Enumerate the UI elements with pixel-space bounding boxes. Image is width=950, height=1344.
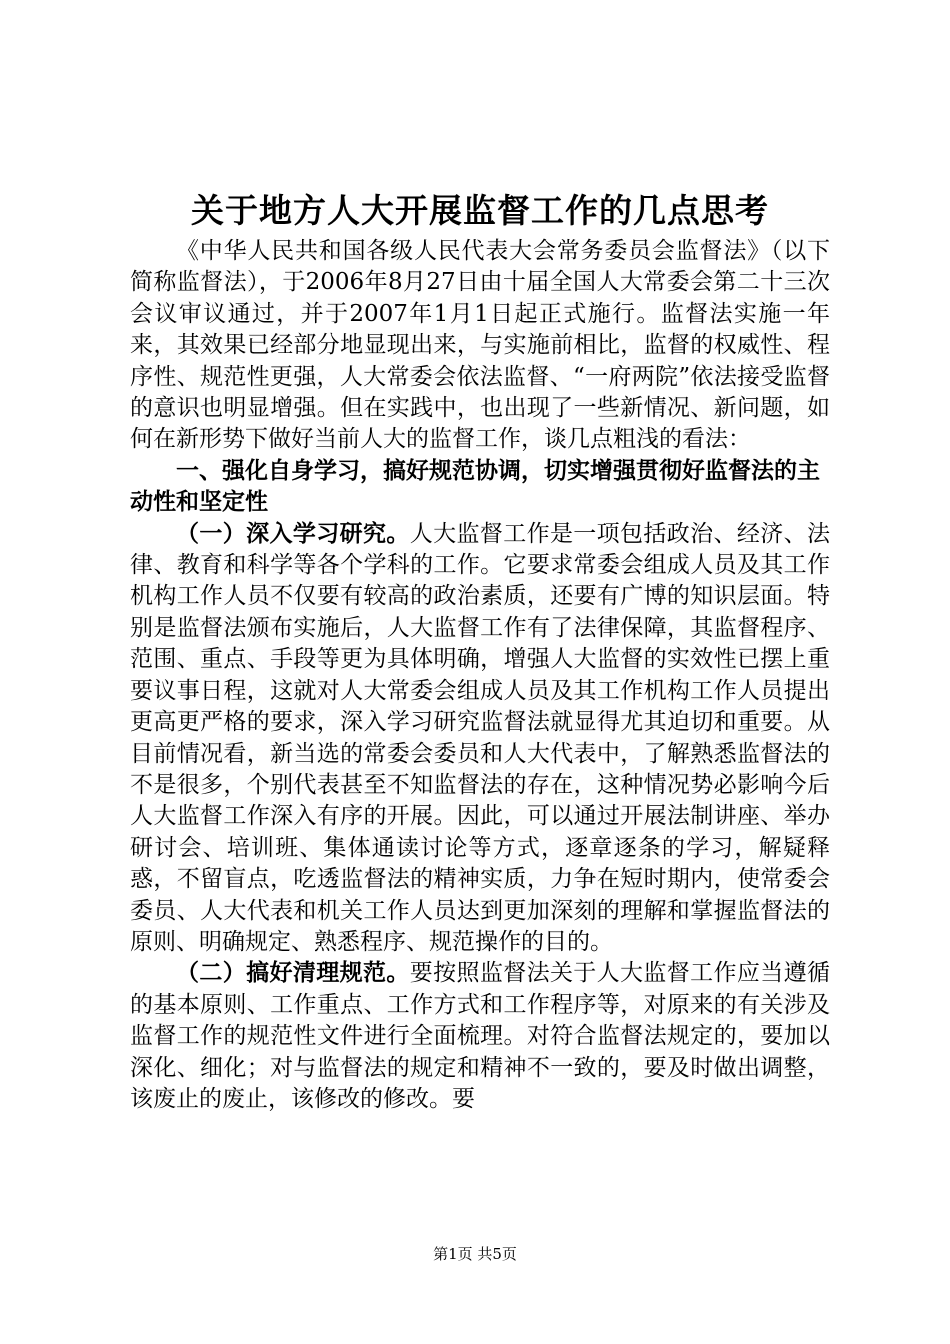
subsection-title-1: （一）深入学习研究。	[176, 520, 410, 547]
subsection-paragraph-1	[130, 519, 830, 959]
document-page	[130, 190, 830, 1115]
section-heading: 一、强化自身学习，搞好规范协调，切实增强贯彻好监督法的主动性和坚定性	[130, 457, 820, 516]
subsection-paragraph-2	[130, 958, 830, 1115]
document-title: 关于地方人大开展监督工作的几点思考	[191, 191, 769, 230]
page-footer: 第1页 共5页	[433, 1245, 517, 1263]
subsection-title-2: （二）搞好清理规范。	[176, 960, 410, 987]
intro-paragraph: 《中华人民共和国各级人民代表大会常务委员会监督法》（以下简称监督法），于2006年8月27日由十届全国人大常委会第二十三次会议审议通过，并于2007年1月1日起正式施行。监督法实施一年来，其效果已经部分地显现出来，与实施前相比，监督的权威性、程序性、规范性更强，人大常委会依法监督、“一府两院”依法接受监督的意识也明显增强。但在实践中，也出现了一些新情况、新问题，如何在新形势下做好当前人大的监督工作，谈几点粗浅的看法：	[130, 238, 830, 453]
subsection-body-1: 人大监督工作是一项包括政治、经济、法律、教育和科学等各个学科的工作。它要求常委会组成人员及其工作机构工作人员不仅要有较高的政治素质，还要有广博的知识层面。特别是监督法颁布实施后，人大监督工作有了法律保障，其监督程序、范围、重点、手段等更为具体明确，增强人大监督的实效性已摆上重要议事日程，这就对人大常委会组成人员及其工作机构工作人员提出更高更严格的要求，深入学习研究监督法就显得尤其迫切和重要。从目前情况看，新当选的常委会委员和人大代表中，了解熟悉监督法的不是很多，个别代表甚至不知监督法的存在，这种情况势必影响今后人大监督工作深入有序的开展。因此，可以通过开展法制讲座、举办研讨会、培训班、集体通读讨论等方式，逐章逐条的学习，解疑释惑，不留盲点，吃透监督法的精神实质，力争在短时期内，使常委会委员、人大代表和机关工作人员达到更加深刻的理解和掌握监督法的原则、明确规定、熟悉程序、规范操作的目的。	[130, 520, 831, 955]
subsection-body-2: 要按照监督法关于人大监督工作应当遵循的基本原则、工作重点、工作方式和工作程序等，对原来的有关涉及监督工作的规范性文件进行全面梳理。对符合监督法规定的，要加以深化、细化；对与监督法的规定和精神不一致的，要及时做出调整，该废止的废止，该修改的修改。要	[130, 960, 831, 1112]
